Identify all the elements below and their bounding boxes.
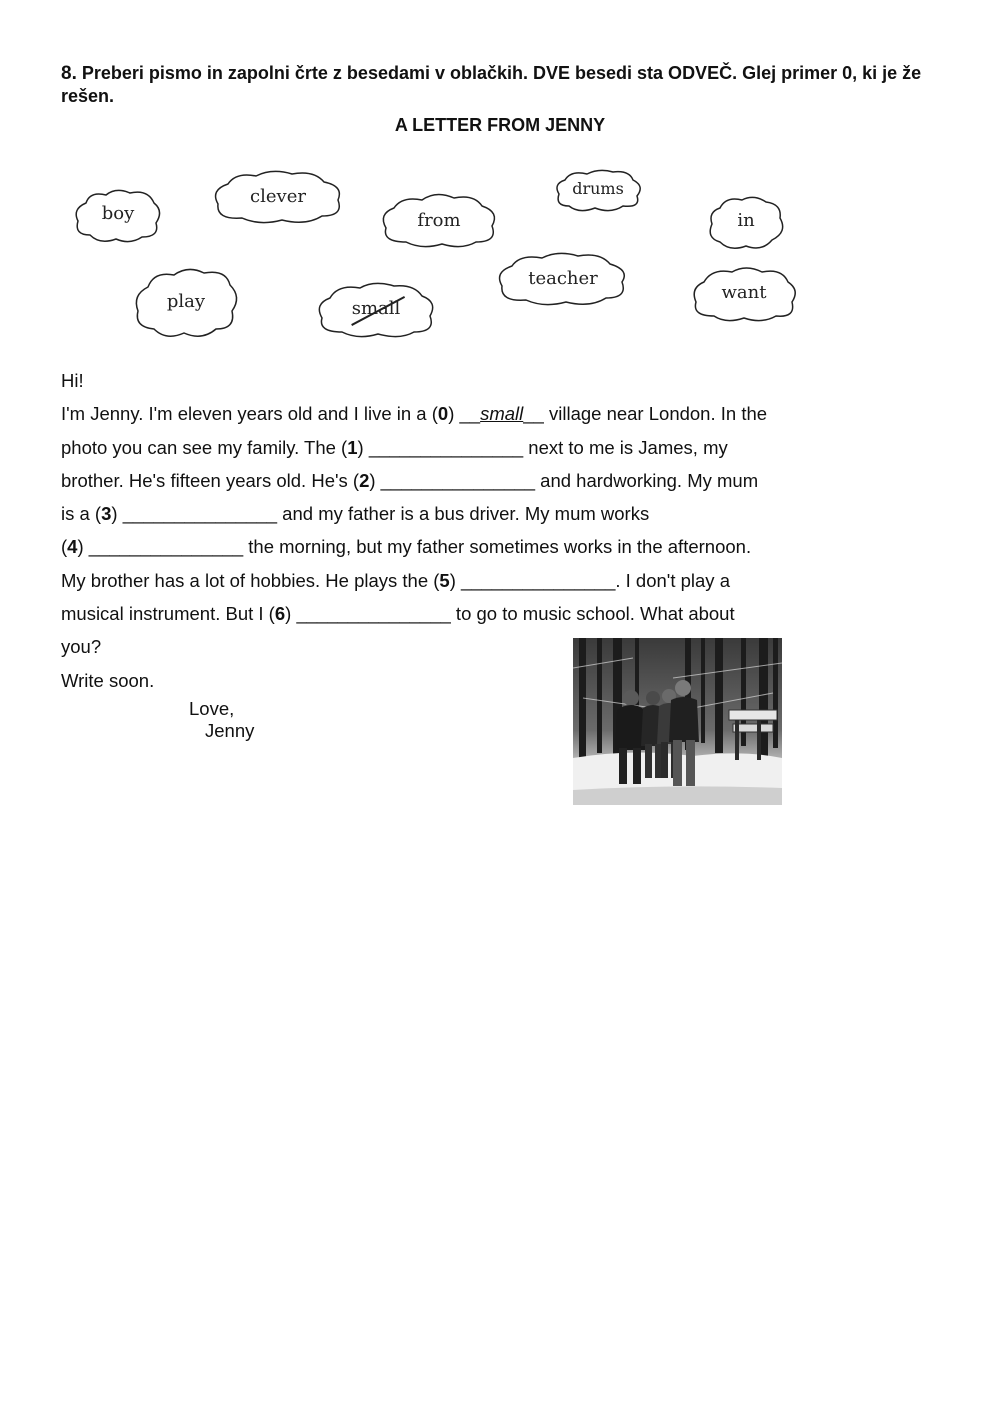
letter-line-4: is a (3) _______________ and my father is a bus driver. My mum works — [61, 503, 650, 525]
letter-line-6: My brother has a lot of hobbies. He plays the (5) _______________. I don't play a — [61, 569, 730, 591]
cloud-want — [690, 264, 798, 324]
cloud-small — [314, 280, 438, 340]
letter-line-3: brother. He's fifteen years old. He's (2) _______________ and hardworking. My mum — [61, 469, 759, 491]
exercise-number: 8. — [61, 63, 77, 84]
cloud-play — [132, 265, 240, 340]
item-number: 5 — [439, 569, 450, 591]
word-in: in — [737, 210, 755, 231]
answer-blank-3[interactable]: _______________ — [122, 503, 278, 525]
item-number: 2 — [359, 469, 370, 491]
letter-love: Love, — [189, 698, 235, 719]
example-answer: small — [480, 403, 524, 425]
letter-line-7: musical instrument. But I (6) _______________ to go to music school. What about — [61, 603, 735, 625]
word-want: want — [721, 282, 767, 303]
letter-line-8: you? — [61, 636, 102, 658]
letter-line-2: photo you can see my family. The (1) _______________ next to me is James, my — [61, 436, 728, 458]
item-number: 4 — [67, 536, 78, 558]
cloud-clever — [210, 168, 346, 226]
cloud-in — [706, 192, 786, 252]
word-drums: drums — [572, 179, 624, 198]
answer-blank-2[interactable]: _______________ — [380, 469, 536, 491]
cloud-boy — [72, 185, 164, 245]
answer-blank-1[interactable]: _______________ — [368, 436, 524, 458]
letter-greeting: Hi! — [61, 370, 84, 391]
word-boy: boy — [101, 203, 135, 224]
answer-blank-5[interactable]: _______________ — [461, 569, 616, 591]
letter-closing: Write soon. — [61, 669, 155, 691]
item-number: 6 — [274, 603, 286, 625]
letter-signature-name: Jenny — [205, 720, 255, 741]
answer-blank-4[interactable]: _______________ — [88, 536, 244, 558]
cloud-drums — [553, 168, 643, 213]
item-number: 1 — [347, 436, 358, 458]
word-play: play — [166, 291, 206, 312]
letter-line-1: I'm Jenny. I'm eleven years old and I live in a (0) __small__ village near London. In the — [61, 403, 768, 425]
word-teacher: teacher — [528, 268, 598, 289]
item-number: 0 — [437, 403, 449, 425]
word-from: from — [417, 210, 461, 231]
instruction-text: Preberi pismo in zapolni črte z besedami v oblačkih. DVE besedi sta ODVEČ. Glej primer 0, ki je že rešen. — [61, 63, 922, 106]
letter-title: A LETTER FROM JENNY — [394, 115, 606, 135]
letter-line-5: (4) _______________ the morning, but my father sometimes works in the afternoon. — [61, 536, 752, 558]
family-photo — [573, 638, 782, 805]
item-number: 3 — [101, 503, 112, 525]
exercise-instruction — [61, 62, 941, 108]
cloud-from — [378, 190, 500, 250]
cloud-teacher — [494, 250, 632, 308]
answer-blank-6[interactable]: _______________ — [296, 603, 451, 625]
word-clever: clever — [250, 186, 306, 207]
family-photo-image — [573, 638, 782, 805]
word-small: small — [351, 298, 401, 319]
